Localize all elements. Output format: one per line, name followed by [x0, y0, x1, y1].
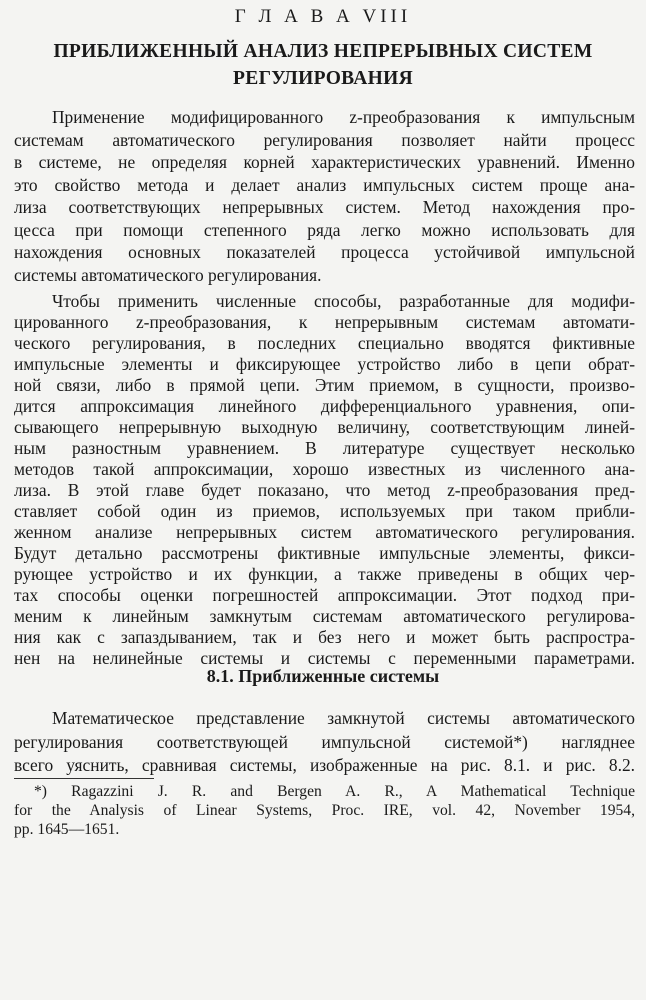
- text-line: Будут детально рассмотрены фиктивные импульсные элементы, фикси-: [14, 543, 635, 563]
- text-line: ной связи, либо в прямой цепи. Этим приемом, в сущности, произво-: [14, 375, 635, 395]
- text-line: женном анализе непрерывных систем автоматического регулирования.: [14, 522, 635, 542]
- text-line: регулирования соответствующей импульсной системой*) нагляднее: [14, 731, 635, 752]
- text-line: лиза соответствующих непрерывных систем. Метод нахождения про-: [14, 197, 635, 217]
- footnote-line: pp. 1645—1651.: [14, 821, 120, 838]
- chapter-title-line: ПРИБЛИЖЕННЫЙ АНАЛИЗ НЕПРЕРЫВНЫХ СИСТЕМ: [53, 41, 593, 62]
- text-line: нен на нелинейные системы и системы с переменными параметрами.: [14, 648, 635, 668]
- text-line: нахождения основных показателей процесса устойчивой импульсной: [14, 242, 635, 262]
- text-line: это свойство метода и делает анализ импульсных систем проще ана-: [14, 174, 635, 195]
- text-line: системы автоматического регулирования.: [14, 264, 322, 285]
- text-line: цесса при помощи степенного ряда легко можно использовать для: [14, 219, 635, 240]
- footnote-line: for the Analysis of Linear Systems, Proc. IRE, vol. 42, November 1954,: [14, 802, 635, 819]
- text-line: в системе, не определяя корней характеристических уравнений. Именно: [14, 152, 635, 172]
- text-line: системам автоматического регулирования позволяет найти процесс: [14, 129, 635, 150]
- text-line: сывающего непрерывную выходную величину, соответствующим линей-: [14, 417, 635, 437]
- text-line: ческого регулирования, в последних специально вводятся фиктивные: [14, 333, 635, 353]
- text-line: ния как с запаздыванием, так и без него и может быть распростра-: [14, 627, 635, 647]
- text-line: Математическое представление замкнутой системы автоматического: [52, 708, 635, 728]
- text-line: всего уяснить, сравнивая системы, изображенные на рис. 8.1. и рис. 8.2.: [14, 755, 635, 775]
- chapter-title: [40, 38, 606, 92]
- text-line: меним к линейным замкнутым системам автоматического регулирова-: [14, 606, 635, 626]
- footnote-line: *) Ragazzini J. R. and Bergen A. R., A Mathematical Technique: [34, 783, 635, 800]
- footnote-divider: [14, 778, 154, 779]
- text-line: импульсные элементы и фиксирующее устройство либо в цепи обрат-: [14, 354, 635, 374]
- text-line: рующее устройство и их функции, а также приведены в общих чер-: [14, 564, 635, 584]
- text-line: дится аппроксимация линейного дифференциального уравнения, опи-: [14, 396, 635, 416]
- text-line: лиза. В этой главе будет показано, что метод z-преобразования пред-: [14, 480, 635, 500]
- text-line: методов такой аппроксимации, хорошо известных из численного ана-: [14, 459, 635, 479]
- chapter-heading: Г Л А В А VIII: [234, 6, 412, 27]
- text-line: ставляет собой один из приемов, используемых при таком прибли-: [14, 501, 635, 521]
- text-line: ным разностным уравнением. В литературе существует несколько: [14, 438, 635, 458]
- text-line: Применение модифицированного z-преобразования к импульсным: [52, 107, 635, 127]
- text-line: Чтобы применить численные способы, разработанные для модифи-: [52, 291, 635, 311]
- section-heading: 8.1. Приближенные системы: [206, 666, 440, 686]
- text-line: тах способы оценки погрешностей аппроксимации. Этот подход при-: [14, 585, 635, 605]
- text-line: цированного z-преобразования, к непрерывным системам автомати-: [14, 312, 635, 332]
- chapter-title-line: РЕГУЛИРОВАНИЯ: [233, 68, 413, 89]
